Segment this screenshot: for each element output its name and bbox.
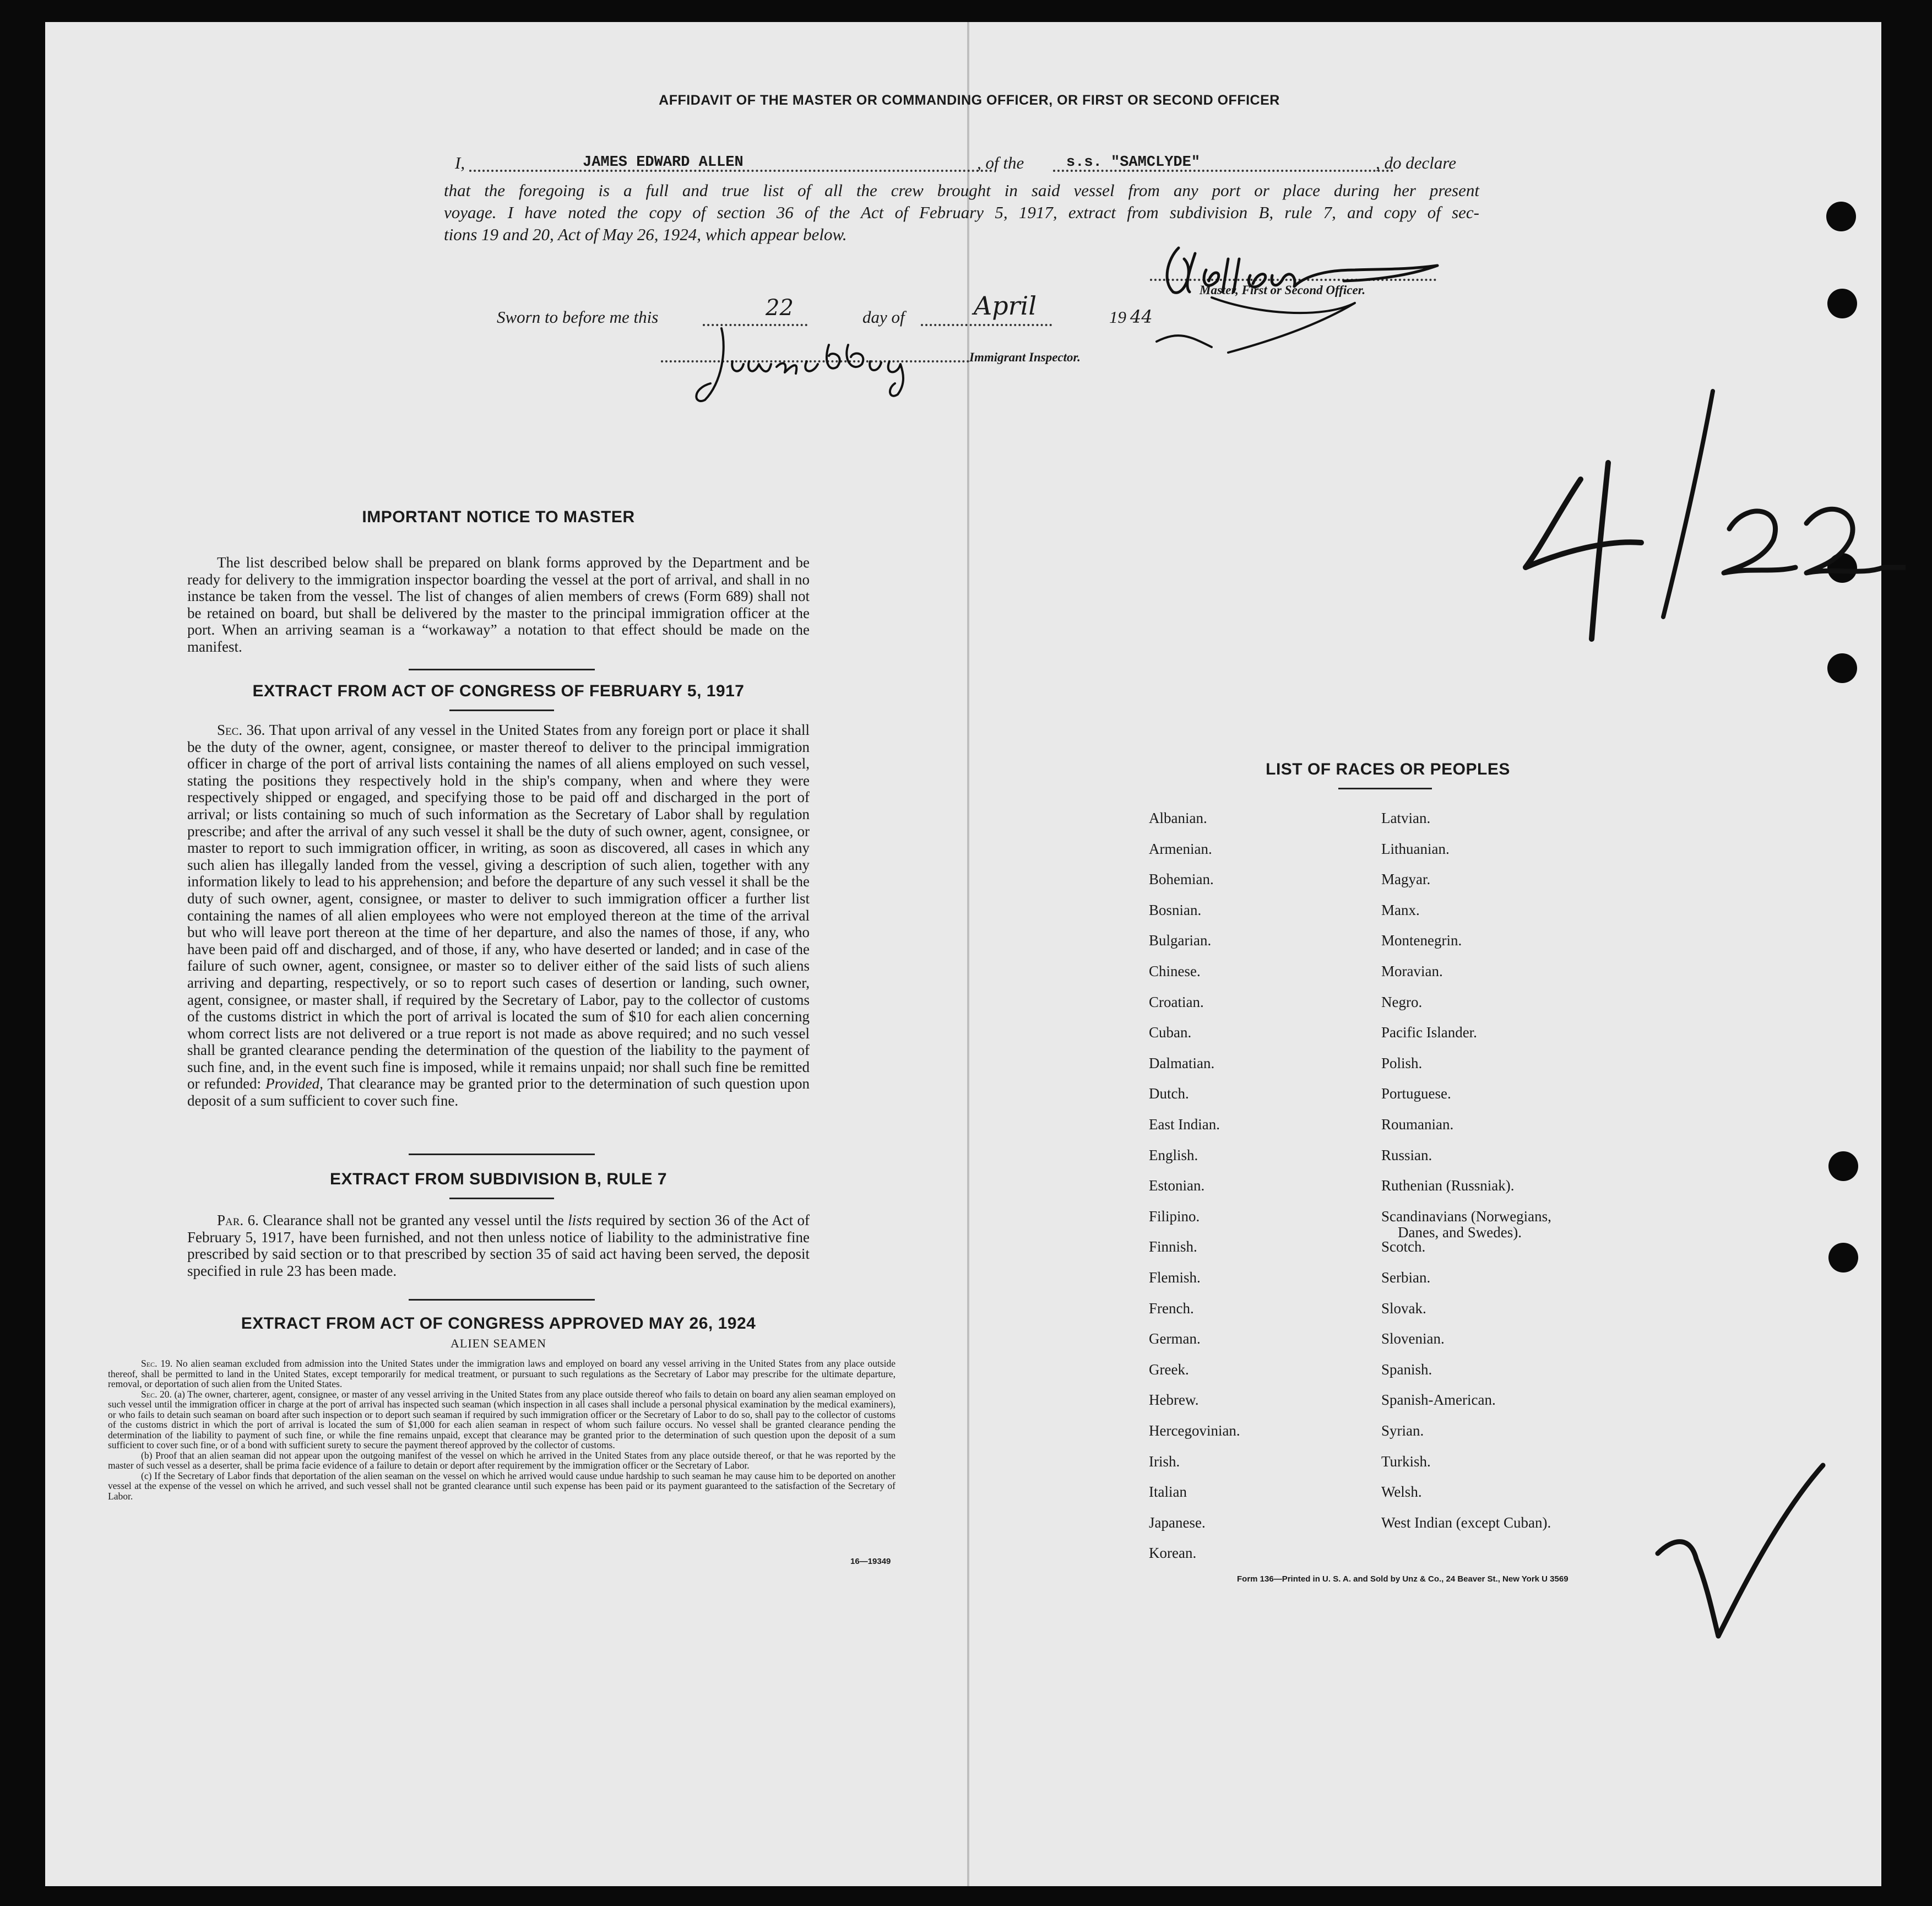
race-item: English.	[1149, 1146, 1198, 1163]
handwritten-date	[1498, 386, 1906, 650]
race-item: Manx.	[1381, 901, 1420, 918]
sec20a-text: (a) The owner, charterer, agent, consignee, or master of any vessel arriving in the United States from any place outside thereof who fails to detain on board any alien seaman employed on such vessel until the immigration officer in charge at the port of arrival has inspected such seaman (which inspection in all cases shall include a personal physical examination by the medical examiners), or who fails to detain such seaman on board after such inspection or to deport such seaman if required by such immigration officer or the Secretary of Labor to do so, shall pay to the collector of customs of the customs district in which the port of arrival is located the sum of $1,000 for each alien seaman in respect of whom such failure occurs. No vessel shall be granted clearance pending the determination of the liability to payment of such fine, or while the fine remains unpaid, except that clearance may be granted prior to the determination of such question upon the deposit of a sum sufficient to cover such fine, or of a bond with sufficient surety to secure the payment thereof approved by the collector of customs.	[108, 1388, 896, 1450]
sworn-month: April	[974, 291, 1037, 321]
binder-hole	[1828, 1243, 1858, 1273]
form-footer: Form 136—Printed in U. S. A. and Sold by Unz & Co., 24 Beaver St., New York U 3569	[1237, 1574, 1569, 1584]
race-item: Moravian.	[1381, 963, 1443, 979]
vessel-name: s.s. "SAMCLYDE"	[1066, 154, 1201, 171]
notice-text: The list described below shall be prepared on blank forms approved by the Department and be ready for delivery to the immigration inspector boarding the vessel at the port of arrival, and shall in no instance be taken from the vessel. The list of changes of alien members of crews (Form 689) shall not be retained on board, but shall be delivered by the master to the principal immigration officer at the port. When an arriving seaman is a “workaway” a notation to that effect should be made on the manifest.	[187, 554, 810, 655]
race-item: Irish.	[1149, 1453, 1180, 1470]
race-item: Bosnian.	[1149, 901, 1202, 918]
of-the-label: , of the	[977, 153, 1024, 172]
race-item: Portuguese.	[1381, 1085, 1451, 1102]
declarant-name: JAMES EDWARD ALLEN	[583, 154, 744, 171]
race-item: Cuban.	[1149, 1024, 1192, 1041]
races-title: LIST OF RACES OR PEOPLES	[1266, 760, 1510, 778]
notice-title: IMPORTANT NOTICE TO MASTER	[362, 508, 635, 526]
divider	[409, 669, 595, 670]
race-item: Turkish.	[1381, 1453, 1431, 1470]
master-label: Master, First or Second Officer.	[1200, 283, 1366, 297]
inspector-signature	[688, 323, 925, 411]
race-item: Italian	[1149, 1483, 1187, 1501]
sworn-day: 22	[766, 295, 794, 321]
race-item: Pacific Islander.	[1381, 1024, 1477, 1041]
race-item: Polish.	[1381, 1054, 1423, 1071]
affidavit-title: AFFIDAVIT OF THE MASTER OR COMMANDING OFFICER, OR FIRST OR SECOND OFFICER	[659, 93, 1280, 108]
race-item: Lithuanian.	[1381, 840, 1450, 857]
race-item: Finnish.	[1149, 1238, 1197, 1255]
extract-1924-title: EXTRACT FROM ACT OF CONGRESS APPROVED MAY 26, 1924	[241, 1314, 756, 1333]
race-item: Bulgarian.	[1149, 932, 1212, 949]
affidavit-declaration-line	[455, 153, 1479, 175]
extract-1917-text	[187, 722, 810, 1109]
race-item: Flemish.	[1149, 1269, 1201, 1286]
paragraph-label: Par. 6.	[217, 1212, 259, 1228]
race-item: Russian.	[1381, 1146, 1432, 1163]
race-item: Japanese.	[1149, 1514, 1206, 1531]
race-item: Hebrew.	[1149, 1391, 1199, 1409]
print-code: 16—19349	[850, 1557, 891, 1566]
binder-hole	[1828, 1151, 1858, 1181]
sec20-label: Sec. 20.	[141, 1388, 172, 1400]
race-item: Montenegrin.	[1381, 932, 1462, 949]
sec20b: (b) Proof that an alien seaman did not appear upon the outgoing manifest of the vessel on which he arrived in the United States from any place outside thereof, or that he was reported by the master of such vessel as a deserter, shall be prima facie evidence of a failure to detain or deport after requirement by the immigration officer or the Secretary of Labor.	[108, 1449, 896, 1471]
sec20c: (c) If the Secretary of Labor finds that deportation of the alien seaman on the vessel on which he arrived would cause undue hardship to such seaman he may cause him to be deported on another vessel at the expense of the vessel on which he arrived, and such vessel shall not be granted clearance until such expense has been paid or its payment guaranteed to the satisfaction of the Secretary of Labor.	[108, 1470, 896, 1502]
year-prefix: 19	[1109, 307, 1126, 327]
race-item: Dalmatian.	[1149, 1054, 1215, 1071]
affidavit-body-line: voyage. I have noted the copy of section 36 of the Act of February 5, 1917, extract from subdivision B, rule 7, and copy of sec-	[444, 203, 1479, 222]
divider	[449, 710, 554, 711]
race-item: Bohemian.	[1149, 871, 1214, 888]
declarant-prefix: I,	[455, 153, 465, 172]
rule7-text-a: Clearance shall not be granted any vessel until the	[263, 1212, 564, 1228]
sec19-label: Sec. 19.	[141, 1358, 173, 1369]
race-item: Hercegovinian.	[1149, 1422, 1240, 1439]
master-signature	[1146, 237, 1454, 358]
rule7-italic-word: lists	[568, 1212, 592, 1228]
affidavit-body-line: tions 19 and 20, Act of May 26, 1924, which appear below.	[444, 225, 847, 244]
affidavit-body-line: that the foregoing is a full and true list of all the crew brought in said vessel from any port or place during her present	[444, 181, 1479, 200]
race-item: Syrian.	[1381, 1422, 1424, 1439]
extract-rule7-title: EXTRACT FROM SUBDIVISION B, RULE 7	[329, 1170, 667, 1188]
race-item: Slovenian.	[1381, 1330, 1445, 1347]
race-item: Serbian.	[1381, 1269, 1431, 1286]
do-declare-label: , do declare	[1376, 153, 1457, 172]
race-item: Dutch.	[1149, 1085, 1189, 1102]
race-item: Scotch.	[1381, 1238, 1426, 1255]
sec20a	[108, 1389, 896, 1450]
inspector-label: Immigrant Inspector.	[969, 350, 1081, 364]
race-item: French.	[1149, 1299, 1194, 1317]
race-item: Ruthenian (Russniak).	[1381, 1177, 1515, 1194]
race-item: German.	[1149, 1330, 1201, 1347]
race-item: West Indian (except Cuban).	[1381, 1514, 1551, 1531]
race-item: Roumanian.	[1381, 1116, 1454, 1133]
race-item: Estonian.	[1149, 1177, 1205, 1194]
extract-1917-title: EXTRACT FROM ACT OF CONGRESS OF FEBRUARY 5, 1917	[252, 682, 745, 700]
race-item: Scandinavians (Norwegians,	[1381, 1208, 1551, 1225]
race-item: Negro.	[1381, 993, 1423, 1010]
sec19	[108, 1358, 896, 1389]
divider	[409, 1154, 595, 1155]
race-item: Spanish.	[1381, 1361, 1432, 1378]
binder-hole	[1827, 289, 1857, 318]
race-item: Magyar.	[1381, 871, 1431, 888]
binder-hole	[1827, 653, 1857, 683]
race-item: Slovak.	[1381, 1299, 1426, 1317]
race-item: Armenian.	[1149, 840, 1212, 857]
divider	[409, 1299, 595, 1301]
section-body: That upon arrival of any vessel in the United States from any foreign port or place it shall be the duty of the owner, agent, consignee, or master thereof to deliver to the principal immigration officer in charge of the port of arrival lists containing the names of all aliens employed on such vessel, stating the positions they respectively hold in the ship's company, when and where they were respectively shipped or engaged, and specifying those to be paid off and discharged in the port of arrival; or lists containing so much of such information as the Secretary of Labor shall by regulation prescribe; and after the arrival of any such vessel it shall be the duty of such owner, agent, consignee, or master to report to such immigration officer, in writing, as soon as discovered, all cases in which any such alien has illegally landed from the vessel, giving a description of such alien, together with any information likely to lead to his apprehension; and before the departure of any such vessel it shall be the duty of such owner, agent, consignee, or master to deliver to such immigration officer a further list containing the names of all alien employees who were not employed thereon at the time of the arrival but who will leave port thereon at the time of her departure, and also the names of those, if any, who have been paid off and discharged, and of those, if any, who have deserted or landed; and in case of the failure of such owner, agent, consignee, or master so to deliver either of the said lists of such aliens arriving and departing, respectively, or so to report such cases of desertion or landing, such owner, agent, consignee, or master shall, if required by the Secretary of Labor, pay to the collector of customs of the customs district in which the port of arrival is located the sum of $10 for each alien concerning whom correct lists are not delivered or a true report is not made as above required; and no such vessel shall be granted clearance pending the determination of the question of the liability to the payment of such fine, and, in the event such fine is imposed, while it remains unpaid; nor shall such fine be remitted or refunded:	[187, 722, 810, 1092]
divider	[1338, 788, 1432, 789]
race-item: Danes, and Swedes).	[1398, 1223, 1522, 1241]
race-item: Latvian.	[1381, 810, 1431, 826]
race-item: Welsh.	[1381, 1483, 1422, 1501]
sec19-text: No alien seaman excluded from admission into the United States under the immigration laws and employed on board any vessel arriving in the United States from any place outside thereof, shall be permitted to land in the United States, except temporarily for medical treatment, or pursuant to such regulations as the Secretary of Labor may prescribe for the ultimate departure, removal, or deportation of such alien from the United States.	[108, 1358, 896, 1389]
extract-rule7-text	[187, 1212, 810, 1279]
section-label: Sec. 36.	[217, 722, 265, 738]
year-suffix: 44	[1130, 306, 1153, 327]
day-of-label: day of	[862, 307, 905, 327]
race-item: Greek.	[1149, 1361, 1189, 1378]
proviso-word: Provided,	[265, 1075, 323, 1092]
check-mark	[1652, 1454, 1828, 1642]
divider	[449, 1198, 554, 1199]
rule7-text-b: required by section 36 of the Act of February 5, 1917, have been furnished, and not then unless notice of liability to the administrative fine prescribed by said section or to that prescribed by section 35 of said act having been served, the deposit specified in rule 23 has been made.	[187, 1212, 810, 1279]
extract-1924-text	[108, 1358, 896, 1501]
extract-1924-subtitle: ALIEN SEAMEN	[451, 1336, 546, 1350]
race-item: East Indian.	[1149, 1116, 1220, 1133]
race-item: Spanish-American.	[1381, 1391, 1496, 1409]
race-item: Croatian.	[1149, 993, 1204, 1010]
sworn-prefix: Sworn to before me this	[497, 307, 659, 327]
race-item: Albanian.	[1149, 810, 1207, 826]
race-item: Filipino.	[1149, 1208, 1200, 1225]
race-item: Chinese.	[1149, 963, 1201, 979]
proviso-text: That clearance may be granted prior to the determination of such question upon deposit of a sum sufficient to cover such fine.	[187, 1075, 810, 1109]
race-item: Korean.	[1149, 1545, 1197, 1562]
binder-hole	[1826, 202, 1856, 231]
affidavit-body	[444, 180, 1479, 246]
